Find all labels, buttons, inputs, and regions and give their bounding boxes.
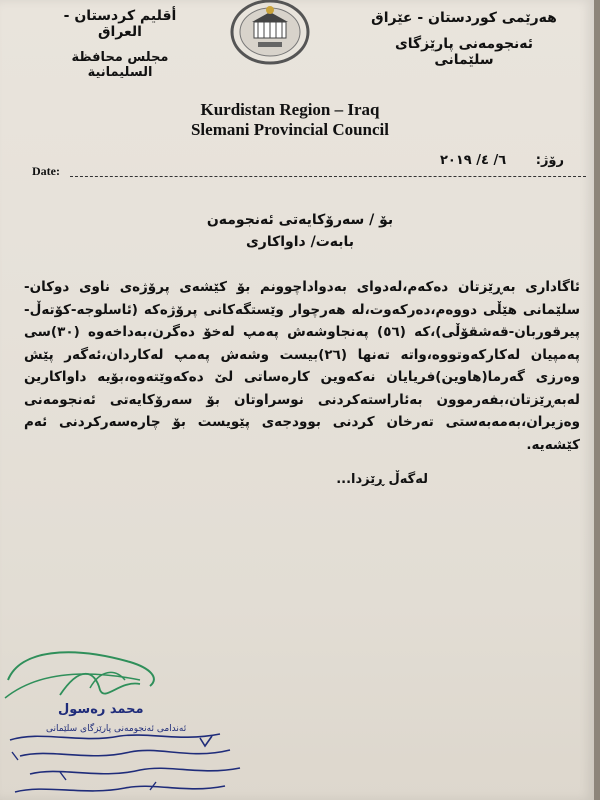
english-title: [150, 100, 430, 140]
addressee: بۆ / سەرۆکایەتی ئەنجومەن: [206, 212, 394, 228]
arabic-header-line2: مجلس محافظة السليمانية: [71, 50, 169, 80]
kurdish-header: [364, 10, 564, 68]
kurdish-header-line2: ئەنجومەنی پارێزگای سلێمانی: [394, 36, 534, 68]
date-value: ٦/ ٤/ ٢٠١٩: [440, 153, 507, 168]
handwritten-annotation: [0, 730, 260, 800]
closing-line: لەگەڵ ڕێزدا...: [336, 472, 428, 487]
signatory-name: محمد رەسول: [58, 702, 144, 717]
date-label-english: Date:: [32, 164, 60, 178]
english-title-line1: Kurdistan Region – Iraq: [200, 100, 380, 119]
council-seal-logo: [228, 0, 312, 70]
arabic-header: [40, 8, 200, 80]
date-label-kurdish: رۆژ:: [535, 153, 564, 168]
kurdish-header-line1: هەرێمی کوردستان - عێراق: [371, 10, 557, 26]
arabic-header-line1: أقليم كردستان - العراق: [63, 8, 177, 40]
letter-body: ئاگاداری بەڕێزتان دەکەم،لەدوای بەدواداچوونم بۆ کێشەی پرۆژەی ناوی دوکان-سلێمانی هێڵی دووەم،دەرکەوت،لە هەرچوار وێستگەکانی پرۆژەکە (ئاسلوجە-کۆتەڵ-پیرقوربان-قەشقۆڵی)،کە (٥٦) پەنجاوشەش پەمپ لەخۆ دەگرن،بەداخەوە (٣٠)سی پەمپیان لەکارکەوتووە،واتە تەنها (٢٦)بیست وشەش پەمپ لەکاردان،ئەگەر پێش وەرزی گەرما(هاوین)فریایان نەکەوین کارەساتی لێ دەکەوێتەوە،بۆیە داواکارین لەبەڕێزتان،بفەرموون بەئاراستەکردنی نوسراوتان بۆ سەرۆکایەتی ئەنجومەنی وەزیران،بەمەبەستی تەرخان کردنی بوودجەی پێویست بۆ چارەسەرکردنی ئەم کێشەیە.: [24, 279, 581, 453]
date-divider: [70, 176, 586, 177]
english-title-line2: Slemani Provincial Council: [190, 120, 390, 139]
signatory-title: ئەندامی ئەنجومەنی پارێزگای سلێمانی: [46, 724, 187, 734]
subject-line: بابەت/ داواکاری: [245, 234, 355, 250]
